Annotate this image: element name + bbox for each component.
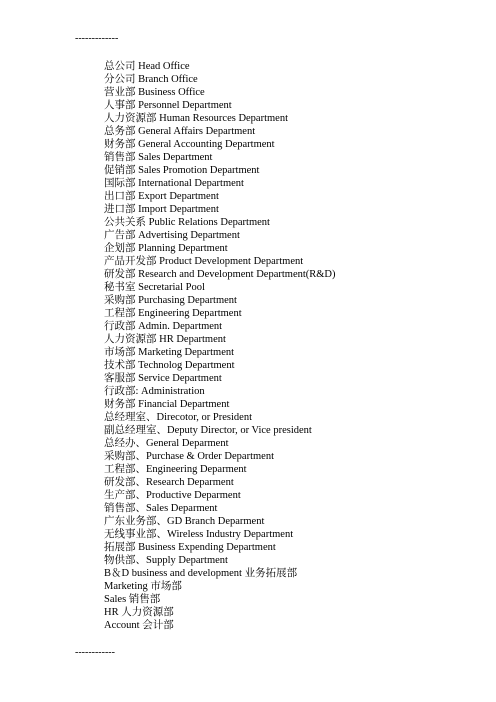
list-item: 总公司 Head Office — [104, 61, 190, 72]
list-item: 出口部 Export Department — [104, 191, 219, 202]
list-item: 财务部 General Accounting Department — [104, 139, 275, 150]
department-list — [104, 60, 336, 632]
list-item: 客服部 Service Department — [104, 373, 222, 384]
list-item: Sales 销售部 — [104, 594, 161, 605]
list-item: 广东业务部、GD Branch Deparment — [104, 516, 265, 527]
list-item: 分公司 Branch Office — [104, 74, 198, 85]
list-item: 无线事业部、Wireless Industry Department — [104, 529, 294, 540]
list-item: 技术部 Technolog Department — [104, 360, 235, 371]
list-item: 企划部 Planning Department — [104, 243, 228, 254]
list-item: 生产部、Productive Deparment — [104, 490, 241, 501]
list-item: 研发部、Research Deparment — [104, 477, 234, 488]
list-item: 市场部 Marketing Department — [104, 347, 235, 358]
list-item: 促销部 Sales Promotion Department — [104, 165, 260, 176]
list-item: 财务部 Financial Department — [104, 399, 230, 410]
list-item: 公共关系 Public Relations Department — [104, 217, 270, 228]
list-item: Account 会计部 — [104, 620, 174, 631]
list-item: 秘书室 Secretarial Pool — [104, 282, 205, 293]
list-item: 副总经理室、Deputy Director, or Vice president — [104, 425, 312, 436]
list-item: 人力资源部 Human Resources Department — [104, 113, 289, 124]
list-item: 国际部 International Department — [104, 178, 244, 189]
list-item: HR 人力资源部 — [104, 607, 174, 618]
list-item: 行政部 Admin. Department — [104, 321, 223, 332]
list-item: 采购部、Purchase & Order Department — [104, 451, 274, 462]
list-item: 研发部 Research and Development Department(R&D) — [104, 269, 336, 280]
list-item: 采购部 Purchasing Department — [104, 295, 237, 306]
bottom-separator: ------------ — [75, 647, 115, 658]
list-item: B＆D business and development 业务拓展部 — [104, 568, 298, 579]
list-item: 广告部 Advertising Department — [104, 230, 240, 241]
list-item: 人事部 Personnel Department — [104, 100, 232, 111]
list-item: 进口部 Import Department — [104, 204, 219, 215]
list-item: 总经办、General Deparment — [104, 438, 229, 449]
list-item: 销售部 Sales Department — [104, 152, 213, 163]
list-item: 行政部: Administration — [104, 386, 205, 397]
list-item: 工程部 Engineering Department — [104, 308, 242, 319]
list-item: 物供部、Supply Department — [104, 555, 228, 566]
list-item: 工程部、Engineering Deparment — [104, 464, 247, 475]
list-item: 人力资源部 HR Department — [104, 334, 226, 345]
list-item: 营业部 Business Office — [104, 87, 205, 98]
list-item: 销售部、Sales Deparment — [104, 503, 218, 514]
list-item: 总经理室、Direcotor, or President — [104, 412, 253, 423]
list-item: 总务部 General Affairs Department — [104, 126, 256, 137]
list-item: Marketing 市场部 — [104, 581, 182, 592]
list-item: 产品开发部 Product Development Department — [104, 256, 304, 267]
list-item: 拓展部 Business Expending Department — [104, 542, 276, 553]
top-separator: ------------- — [75, 33, 119, 44]
